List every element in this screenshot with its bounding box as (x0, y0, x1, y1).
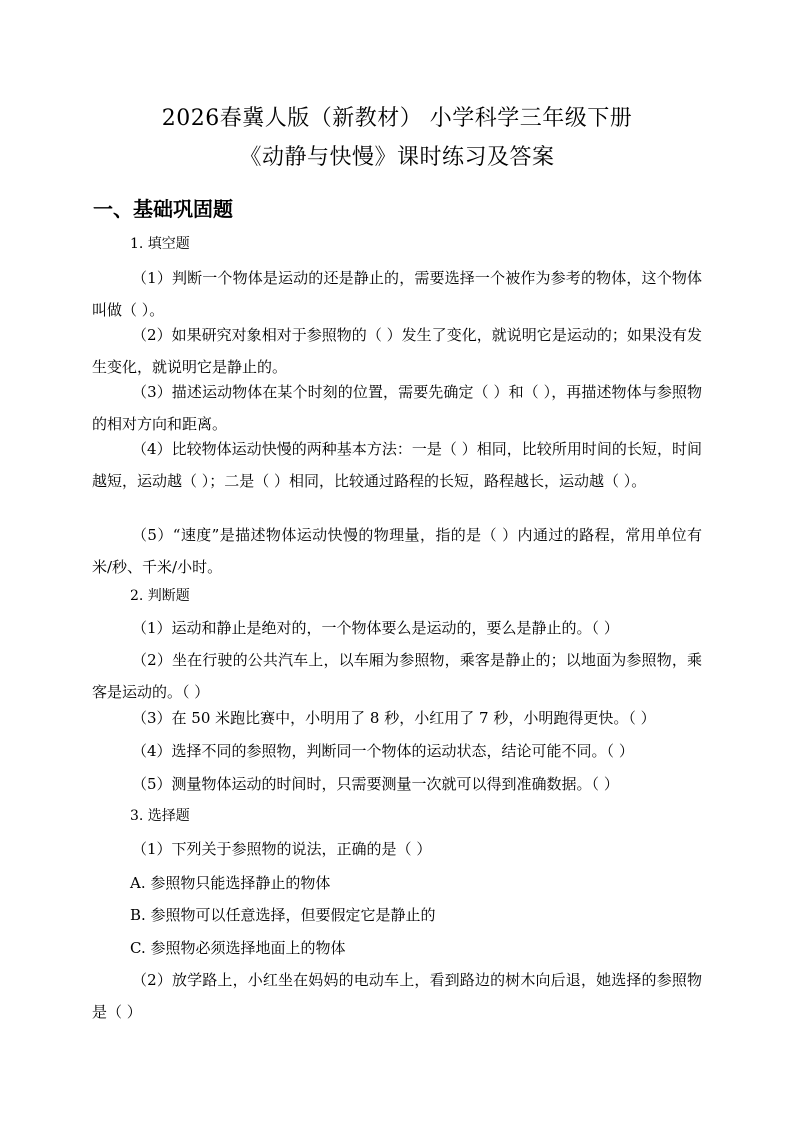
choice-option-a: A. 参照物只能选择静止的物体 (130, 874, 331, 892)
section-heading-basic: 一、基础巩固题 (93, 197, 233, 221)
true-false-item-2: （2）坐在行驶的公共汽车上，以车厢为参照物，乘客是静止的；以地面为参照物，乘客是运动的。（ ） (92, 651, 702, 701)
fill-blank-item-4: （4）比较物体运动快慢的两种基本方法：一是（ ）相同，比较所用时间的长短，时间越短，运动越（ ）；二是（ ）相同，比较通过路程的长短，路程越长，运动越（ ）。 (92, 440, 702, 490)
document-title-line1: 2026春冀人版（新教材） 小学科学三年级下册 (161, 106, 633, 131)
fill-blank-item-3: （3）描述运动物体在某个时刻的位置，需要先确定（ ）和（ ），再描述物体与参照物的相对方向和距离。 (92, 383, 702, 433)
fill-blank-item-5: （5）“速度”是描述物体运动快慢的物理量，指的是（ ）内通过的路程，常用单位有米/秒、千米/小时。 (92, 526, 702, 576)
document-title-line2: 《动静与快慢》课时练习及答案 (239, 145, 555, 170)
true-false-item-5: （5）测量物体运动的时间时，只需要测量一次就可以得到准确数据。（ ） (132, 775, 619, 793)
true-false-heading: 2. 判断题 (130, 588, 190, 604)
true-false-item-4: （4）选择不同的参照物，判断同一个物体的运动状态，结论可能不同。（ ） (132, 742, 634, 760)
fill-blank-heading: 1. 填空题 (130, 236, 190, 252)
fill-blank-item-1: （1）判断一个物体是运动的还是静止的，需要选择一个被作为参考的物体，这个物体叫做（ ）。 (92, 269, 702, 319)
choice-option-c: C. 参照物必须选择地面上的物体 (130, 939, 346, 957)
multiple-choice-heading: 3. 选择题 (130, 808, 190, 824)
choice-option-b: B. 参照物可以任意选择，但要假定它是静止的 (130, 906, 436, 924)
choice-question-2: （2）放学路上，小红坐在妈妈的电动车上，看到路边的树木向后退，她选择的参照物是（ ） (92, 971, 702, 1021)
true-false-item-1: （1）运动和静止是绝对的，一个物体要么是运动的，要么是静止的。（ ） (132, 619, 619, 637)
choice-question-1: （1）下列关于参照物的说法，正确的是（ ） (132, 840, 432, 858)
fill-blank-item-2: （2）如果研究对象相对于参照物的（ ）发生了变化，就说明它是运动的；如果没有发生变化，就说明它是静止的。 (92, 326, 702, 376)
true-false-item-3: （3）在 50 米跑比赛中，小明用了 8 秒，小红用了 7 秒，小明跑得更快。（ ） (132, 709, 656, 727)
